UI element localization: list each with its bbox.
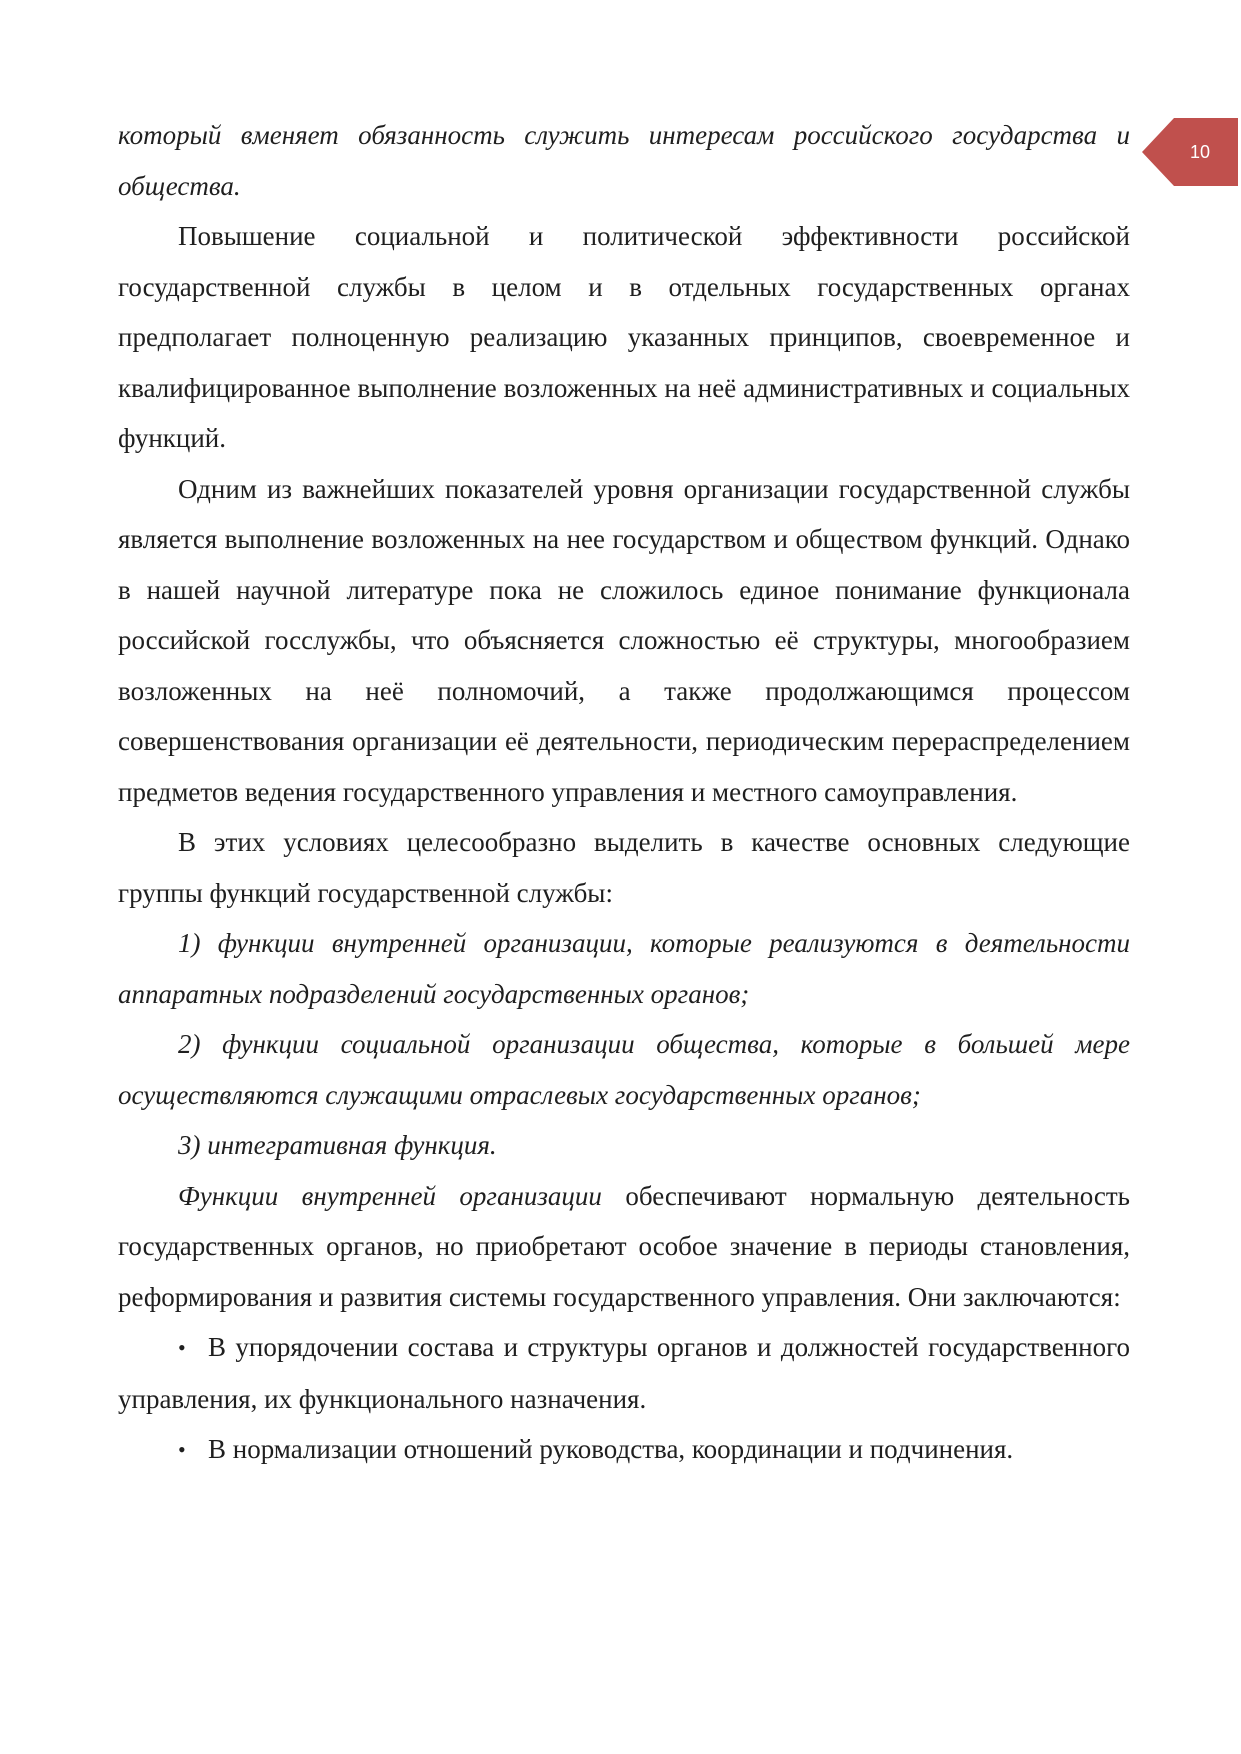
bullet-text: В упорядочении состава и структуры органов и должностей государственного управления, их функционального назначения. <box>118 1332 1130 1414</box>
bullet-icon: • <box>178 1437 186 1462</box>
bullet-item-ordering <box>118 1322 1130 1424</box>
paragraph-function-groups-intro: В этих условиях целесообразно выделить в качестве основных следующие группы функций государственной службы: <box>118 827 1130 908</box>
page-number-badge <box>1142 118 1238 186</box>
list-item-internal-organization: 1) функции внутренней организации, которые реализуются в деятельности аппаратных подразделений государственных органов; <box>118 928 1130 1009</box>
page-number: 10 <box>1189 142 1211 162</box>
paragraph-internal-functions-text: обеспечивают нормальную деятельность государственных органов, но приобретают особое значение в периоды становления, реформирования и развития системы государственного управления. Они заключаются: <box>118 1180 1130 1312</box>
list-item-social-organization: 2) функции социальной организации общества, которые в большей мере осуществляются служащими отраслевых государственных органов; <box>118 1029 1130 1110</box>
body-text <box>118 110 1130 1476</box>
paragraph-efficiency: Повышение социальной и политической эффективности российской государственной службы в целом и в отдельных государственных органах предполагает полноценную реализацию указанных принципов, своевременное и квалифицированное выполнение возложенных на неё административных и социальных функций. <box>118 221 1130 453</box>
bullet-icon: • <box>178 1335 186 1360</box>
bullet-item-normalization <box>118 1424 1130 1476</box>
paragraph-continuation: который вменяет обязанность служить интересам российского государства и общества. <box>118 120 1130 201</box>
list-item-integrative-function: 3) интегративная функция. <box>178 1130 497 1160</box>
paragraph-internal-functions <box>118 1171 1130 1323</box>
bullet-text: В нормализации отношений руководства, координации и подчинения. <box>208 1434 1014 1464</box>
italic-lead-term: Функции внутренней организации <box>178 1180 602 1211</box>
paragraph-indicators: Одним из важнейших показателей уровня организации государственной службы является выполнение возложенных на нее государством и обществом функций. Однако в нашей научной литературе пока не сложилось единое понимание функционала российской госслужбы, что объясняется сложностью её структуры, многообразием возложенных на неё полномочий, а также продолжающимся процессом совершенствования организации её деятельности, периодическим перераспределением предметов ведения государственного управления и местного самоуправления. <box>118 473 1130 807</box>
